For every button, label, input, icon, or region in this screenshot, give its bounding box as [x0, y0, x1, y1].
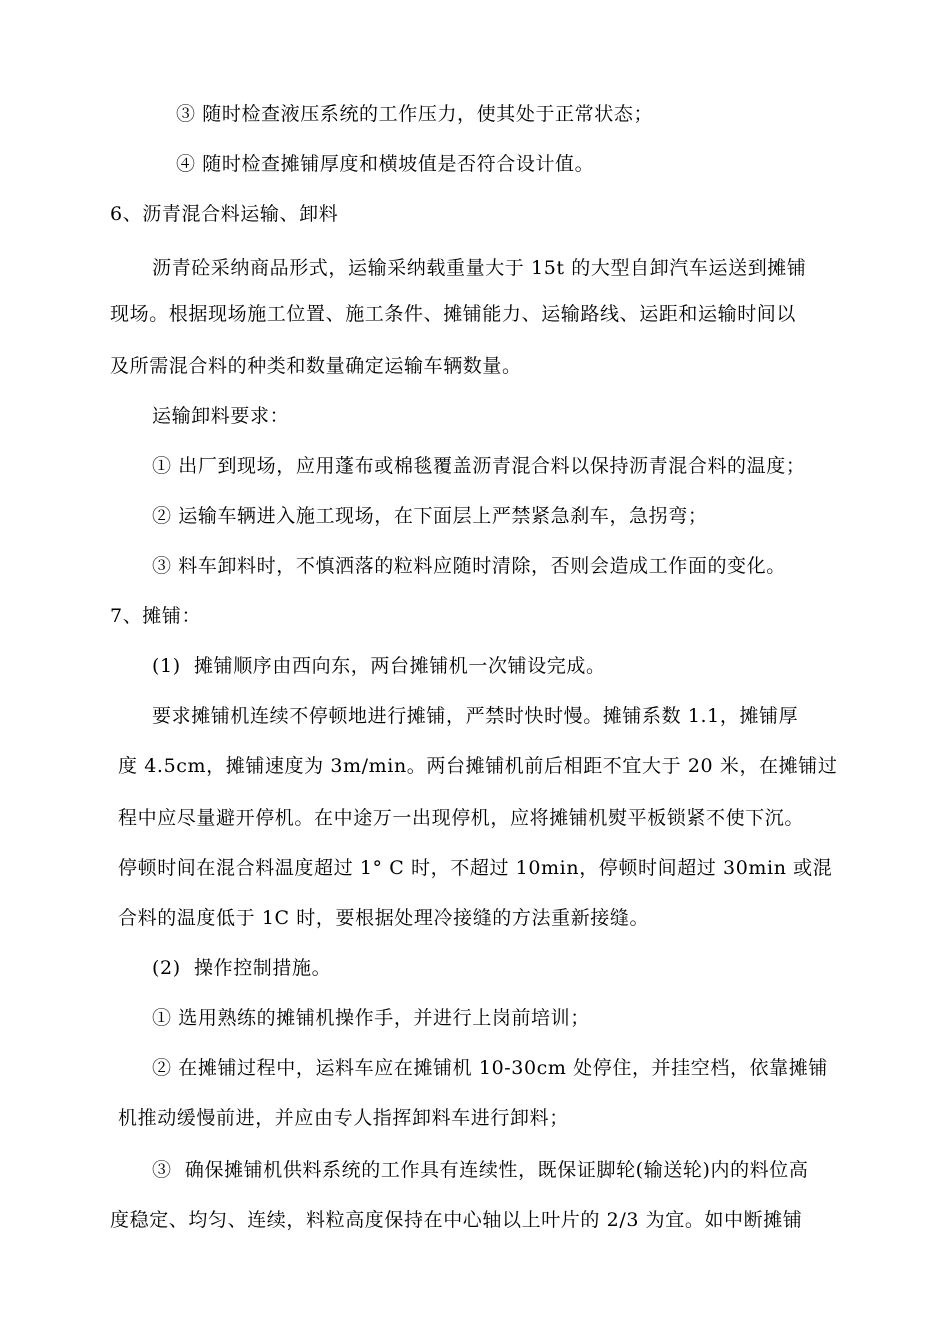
text-line: 及所需混合料的种类和数量确定运输车辆数量。 — [110, 355, 522, 377]
text-line: ③ 确保摊铺机供料系统的工作具有连续性，既保证脚轮(输送轮)内的料位高 — [152, 1159, 809, 1181]
text-line: 沥青砼采纳商品形式，运输采纳载重量大于 15t 的大型自卸汽车运送到摊铺 — [152, 257, 807, 279]
text-line: 机推动缓慢前进，并应由专人指挥卸料车进行卸料； — [118, 1107, 569, 1129]
text-line: 度 4.5cm，摊铺速度为 3m/min。两台摊铺机前后相距不宜大于 20 米，在摊铺过 — [118, 755, 838, 777]
text-line: ④ 随时检查摊铺厚度和横坡值是否符合设计值。 — [176, 153, 595, 175]
text-line: 程中应尽量避开停机。在中途万一出现停机，应将摊铺机熨平板锁紧不使下沉。 — [118, 807, 805, 829]
text-line: 现场。根据现场施工位置、施工条件、摊铺能力、运输路线、运距和运输时间以 — [110, 303, 797, 325]
text-line: 运输卸料要求： — [152, 405, 290, 427]
text-line: 要求摊铺机连续不停顿地进行摊铺，严禁时快时慢。摊铺系数 1.1，摊铺厚 — [152, 705, 799, 727]
text-line: ② 在摊铺过程中，运料车应在摊铺机 10-30cm 处停住，并挂空档，依靠摊铺 — [152, 1057, 828, 1079]
text-line: 度稳定、均匀、连续，料粒高度保持在中心轴以上叶片的 2/3 为宜。如中断摊铺 — [110, 1209, 803, 1231]
text-line: (2) 操作控制措施。 — [152, 957, 332, 979]
text-line: ① 出厂到现场，应用蓬布或棉毯覆盖沥青混合料以保持沥青混合料的温度； — [152, 455, 806, 477]
section-heading: 6、沥青混合料运输、卸料 — [110, 203, 339, 225]
text-line: ③ 随时检查液压系统的工作压力，使其处于正常状态； — [176, 103, 654, 125]
text-line: ③ 料车卸料时，不慎洒落的粒料应随时清除，否则会造成工作面的变化。 — [152, 555, 786, 577]
text-line: (1) 摊铺顺序由西向东，两台摊铺机一次铺设完成。 — [152, 655, 606, 677]
text-line: 合料的温度低于 1C 时，要根据处理冷接缝的方法重新接缝。 — [118, 907, 650, 929]
text-line: ② 运输车辆进入施工现场，在下面层上严禁紧急刹车，急拐弯； — [152, 505, 708, 527]
section-heading: 7、摊铺： — [110, 605, 202, 627]
text-line: ① 选用熟练的摊铺机操作手，并进行上岗前培训； — [152, 1007, 590, 1029]
text-line: 停顿时间在混合料温度超过 1° C 时，不超过 10min，停顿时间超过 30min 或混 — [118, 857, 833, 879]
